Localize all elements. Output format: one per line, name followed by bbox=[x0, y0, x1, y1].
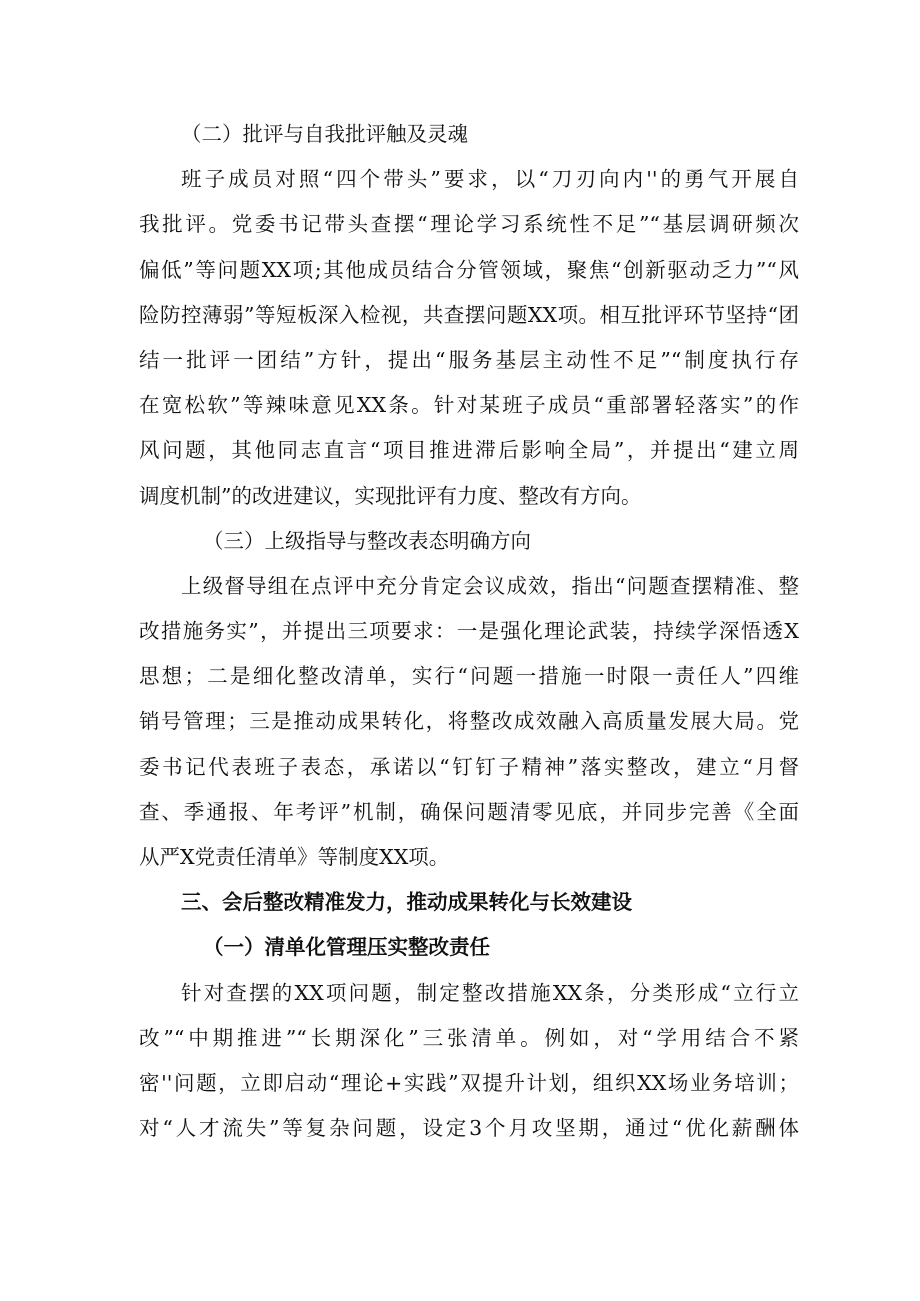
section-heading: （三）上级指导与整改表态明确方向 bbox=[203, 528, 531, 553]
paragraph-line: 针对查摆的XX项问题，制定整改措施XX条，分类形成“立行立 bbox=[181, 980, 799, 1005]
paragraph-line: 调度机制”的改进建议，实现批评有力度、整改有方向。 bbox=[139, 483, 642, 508]
paragraph-line: 从严X党责任清单》等制度XX项。 bbox=[139, 845, 450, 869]
paragraph-line: 查、季通报、年考评”机制，确保问题清零见底，并同步完善《全面 bbox=[139, 799, 799, 824]
paragraph-line: 思想；二是细化整改清单，实行“问题一措施一时限一责任人”四维 bbox=[139, 664, 799, 689]
paragraph-line: 风问题，其他同志直言“项目推进滞后影响全局”，并提出“建立周 bbox=[139, 438, 799, 463]
paragraph-line: 在宽松软”等辣味意见XX条。针对某班子成员“重部署轻落实”的作 bbox=[139, 393, 799, 418]
section-heading: （二）批评与自我批评触及灵魂 bbox=[181, 122, 468, 146]
paragraph-line: 改措施务实”，并提出三项要求：一是强化理论武装，持续学深悟透X bbox=[139, 619, 799, 644]
paragraph-line: 委书记代表班子表态，承诺以“钉钉子精神”落实整改，建立“月督 bbox=[139, 754, 799, 779]
paragraph-line: 班子成员对照“四个带头”要求，以“刀刃向内''的勇气开展自 bbox=[181, 167, 799, 192]
paragraph-line: 偏低”等问题XX项;其他成员结合分管领域，聚焦“创新驱动乏力”“风 bbox=[139, 257, 799, 282]
document-body bbox=[139, 112, 799, 1151]
paragraph-line: 结一批评一团结”方针，提出“服务基层主动性不足”“制度执行存 bbox=[139, 347, 799, 372]
paragraph-line: 密''问题，立即启动“理论+实践”双提升计划，组织XX场业务培训； bbox=[139, 1070, 799, 1095]
paragraph-line: 改”“中期推进”“长期深化”三张清单。例如，对“学用结合不紧 bbox=[139, 1025, 799, 1050]
section-heading: （一）清单化管理压实整改责任 bbox=[203, 935, 490, 960]
paragraph-line: 险防控薄弱”等短板深入检视，共查摆问题XX项。相互批评环节坚持“团 bbox=[139, 302, 799, 327]
paragraph-line: 上级督导组在点评中充分肯定会议成效，指出“问题查摆精准、整 bbox=[181, 573, 799, 598]
paragraph-line: 我批评。党委书记带头查摆“理论学习系统性不足”“基层调研频次 bbox=[139, 212, 799, 237]
paragraph-line: 对“人才流失”等复杂问题，设定3个月攻坚期，通过“优化薪酬体 bbox=[139, 1116, 799, 1141]
chapter-heading: 三、会后整改精准发力，推动成果转化与长效建设 bbox=[181, 890, 632, 915]
paragraph-line: 销号管理；三是推动成果转化，将整改成效融入高质量发展大局。党 bbox=[139, 709, 799, 734]
